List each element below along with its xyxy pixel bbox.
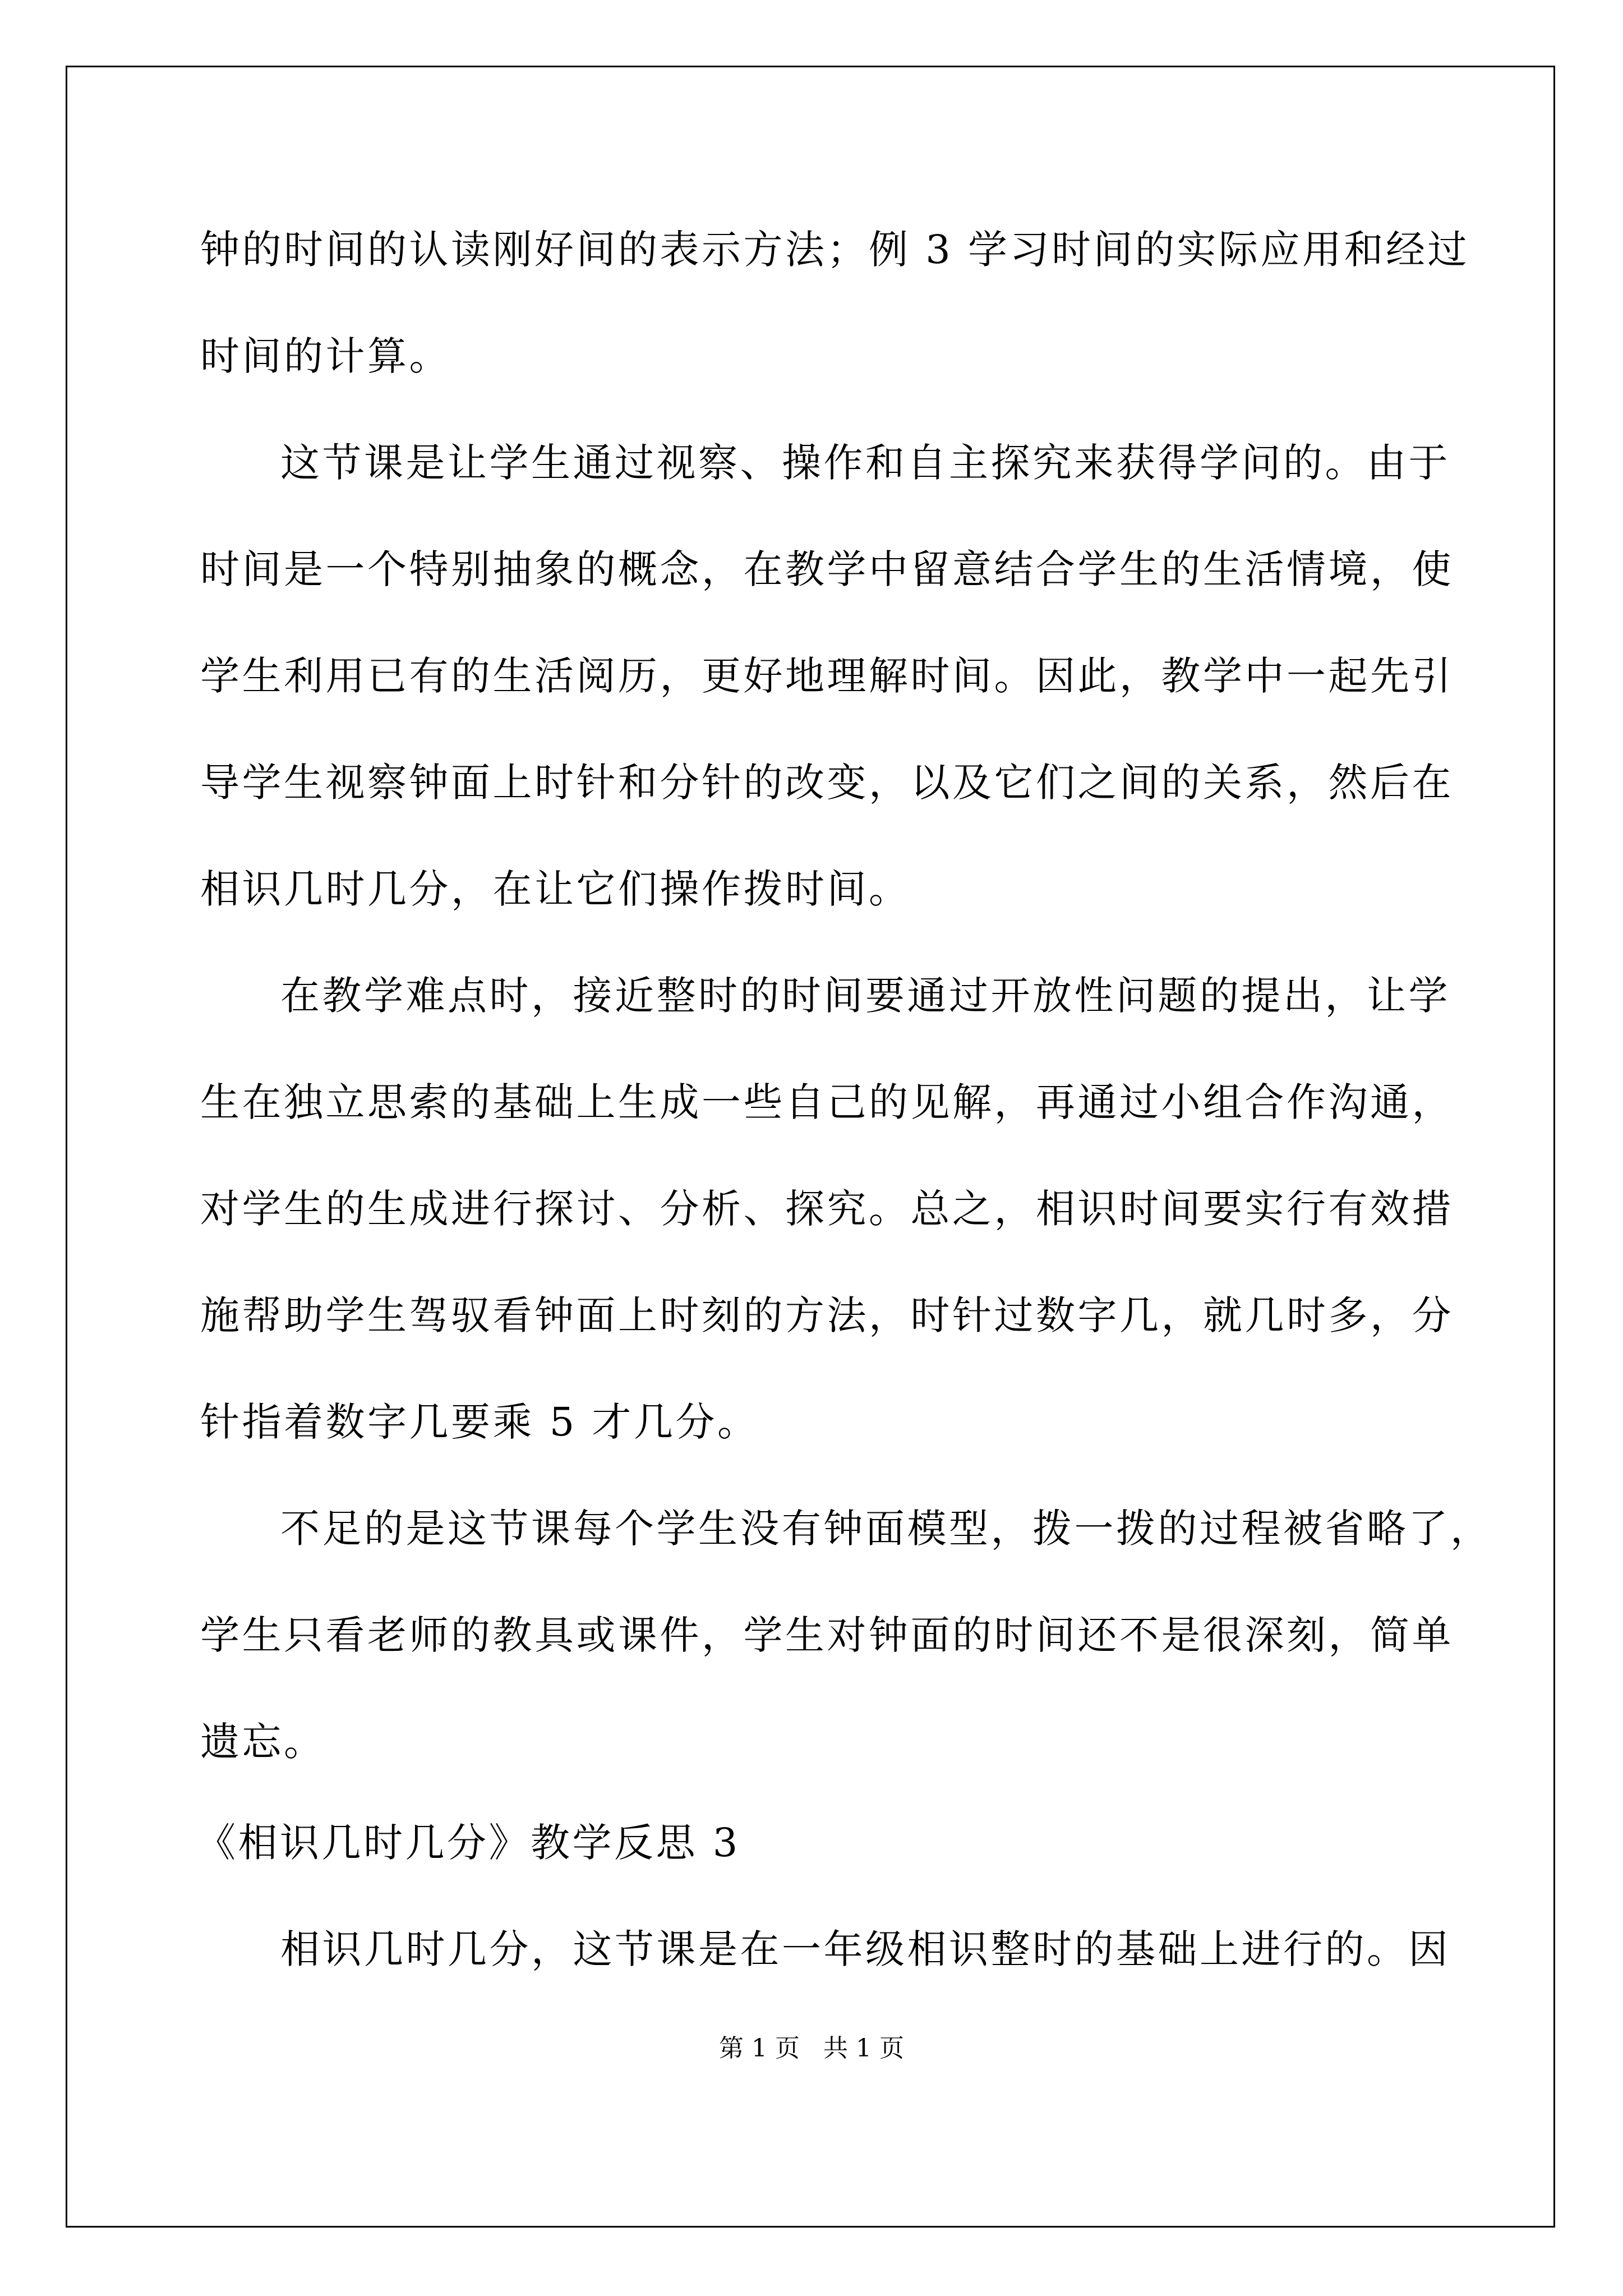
text-line: 生在独立思索的基础上生成一些自己的见解，再通过小组合作沟通， [200,1079,1454,1125]
page-footer: 第 1 页 共 1 页 [719,2034,904,2063]
text-line: 学生利用已有的生活阅历，更好地理解时间。因此，教学中一起先引 [200,653,1454,699]
text-line: 时间的计算。 [200,333,451,379]
text-line: 针指着数字几要乘 5 才几分。 [200,1399,759,1445]
paragraph-start: 相识几时几分，这节课是在一年级相识整时的基础上进行的。因 [280,1926,1450,1972]
text-line: 遗忘。 [200,1719,326,1765]
paragraph-start: 在教学难点时，接近整时的时间要通过开放性问题的提出，让学 [280,973,1450,1019]
page-border [66,66,1555,2228]
text-line: 学生只看老师的教具或课件，学生对钟面的时间还不是很深刻，简单 [200,1612,1454,1658]
text-line: 相识几时几分，在让它们操作拨时间。 [200,866,911,912]
text-line: 施帮助学生驾驭看钟面上时刻的方法，时针过数字几，就几时多，分 [200,1292,1454,1338]
paragraph-start: 这节课是让学生通过视察、操作和自主探究来获得学问的。由于 [280,440,1450,486]
section-heading: 《相识几时几分》教学反思 3 [196,1820,740,1866]
text-line: 对学生的生成进行探讨、分析、探究。总之，相识时间要实行有效措 [200,1186,1454,1232]
text-line: 时间是一个特别抽象的概念，在教学中留意结合学生的生活情境，使 [200,546,1454,592]
paragraph-start: 不足的是这节课每个学生没有钟面模型，拨一拨的过程被省略了， [280,1506,1492,1552]
text-line: 钟的时间的认读刚好间的表示方法；例 3 学习时间的实际应用和经过 [200,227,1470,273]
text-line: 导学生视察钟面上时针和分针的改变，以及它们之间的关系，然后在 [200,760,1454,806]
